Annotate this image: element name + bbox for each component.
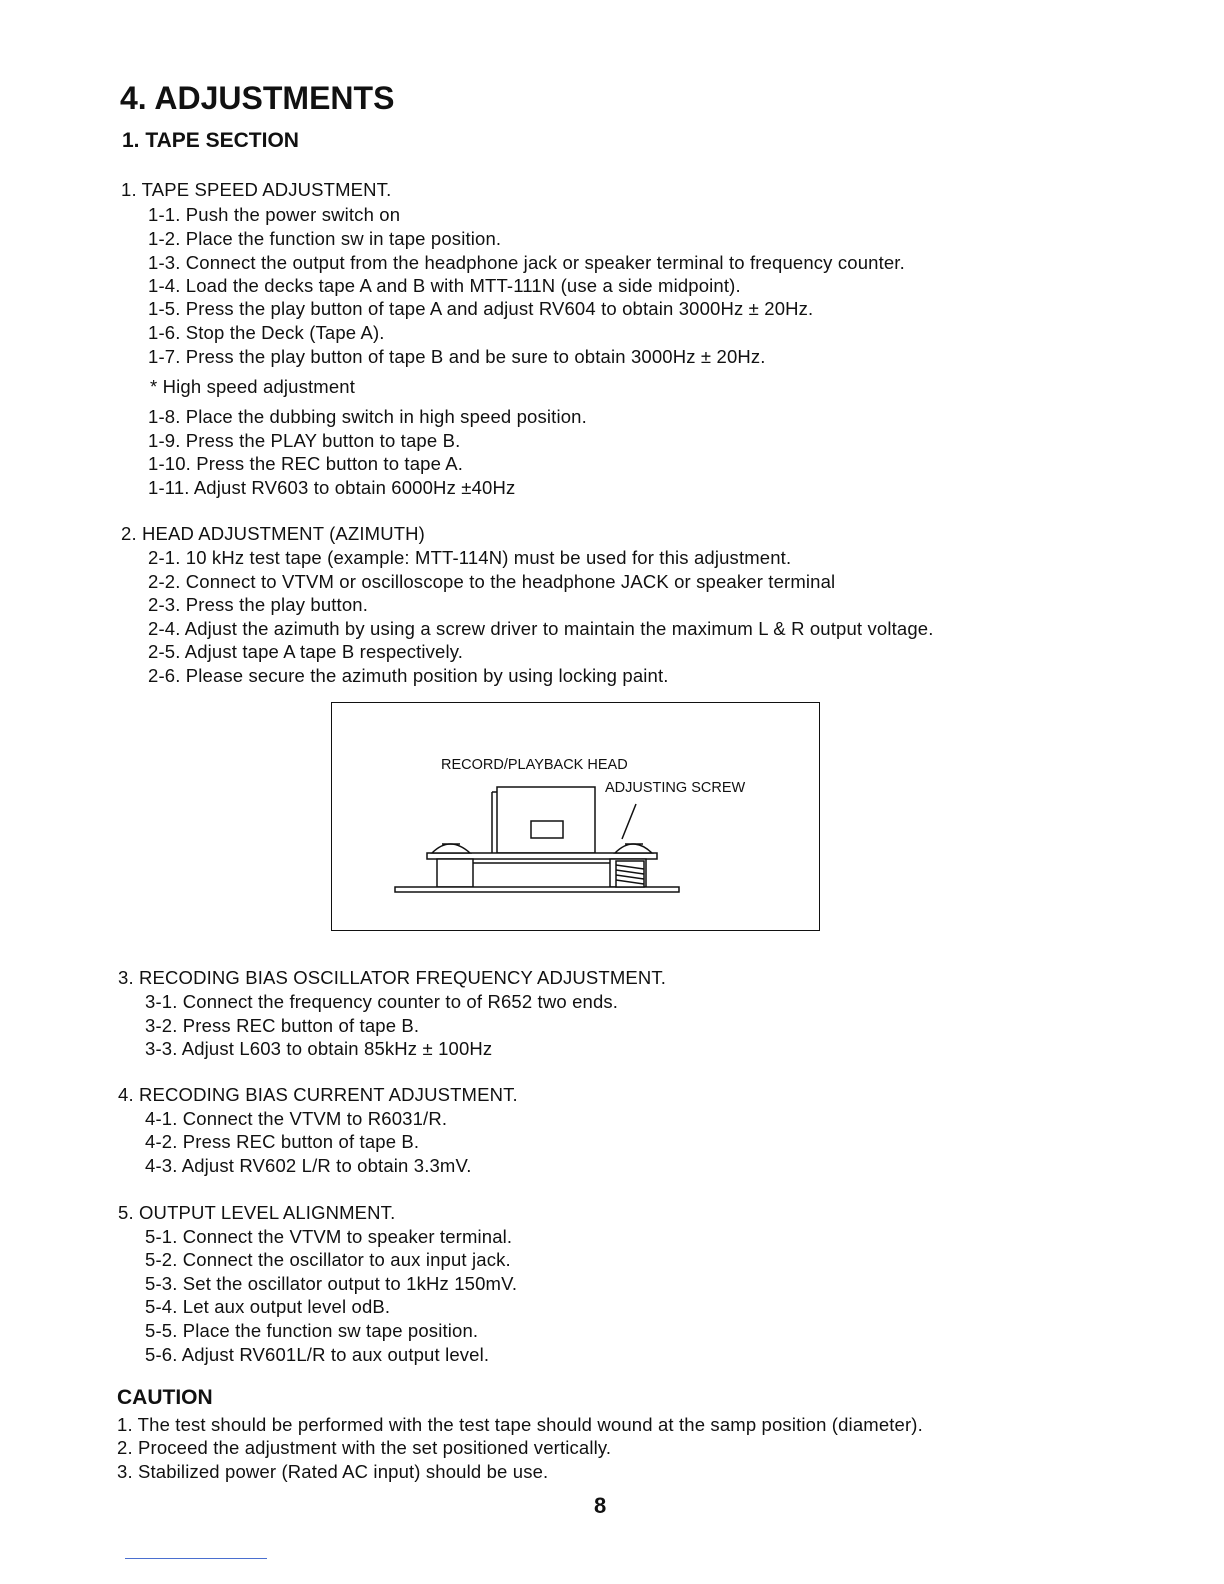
step-line: 1-3. Connect the output from the headphone jack or speaker terminal to frequency counter. <box>148 252 905 273</box>
step-line: 1-10. Press the REC button to tape A. <box>148 453 464 474</box>
step-line: 2-1. 10 kHz test tape (example: MTT-114N) must be used for this adjustment. <box>148 547 792 568</box>
step-line: 4-1. Connect the VTVM to R6031/R. <box>145 1108 448 1129</box>
step-line: 2-4. Adjust the azimuth by using a screw driver to maintain the maximum L & R output voltage. <box>148 618 934 639</box>
step-line: 1-4. Load the decks tape A and B with MTT-111N (use a side midpoint). <box>148 275 741 296</box>
head-assembly-drawing <box>332 703 819 930</box>
step-heading-3: 3. RECODING BIAS OSCILLATOR FREQUENCY ADJUSTMENT. <box>118 967 667 988</box>
step-line: 5-1. Connect the VTVM to speaker terminal. <box>145 1226 513 1247</box>
caution-item: 2. Proceed the adjustment with the set positioned vertically. <box>117 1437 612 1458</box>
step-heading-5: 5. OUTPUT LEVEL ALIGNMENT. <box>118 1202 396 1223</box>
caution-item: 1. The test should be performed with the test tape should wound at the samp position (diameter). <box>117 1414 923 1435</box>
step-line: 1-8. Place the dubbing switch in high speed position. <box>148 406 587 427</box>
step-line: 2-3. Press the play button. <box>148 594 369 615</box>
step-heading-1: 1. TAPE SPEED ADJUSTMENT. <box>121 179 392 200</box>
section-title: 1. TAPE SECTION <box>122 129 299 152</box>
step-line: 5-6. Adjust RV601L/R to aux output level. <box>145 1344 490 1365</box>
step-line: 5-3. Set the oscillator output to 1kHz 150mV. <box>145 1273 518 1294</box>
step-line: 1-7. Press the play button of tape B and be sure to obtain 3000Hz ± 20Hz. <box>148 346 766 367</box>
step-line: 4-2. Press REC button of tape B. <box>145 1131 420 1152</box>
step-line: 4-3. Adjust RV602 L/R to obtain 3.3mV. <box>145 1155 472 1176</box>
step-line: 2-6. Please secure the azimuth position by using locking paint. <box>148 665 669 686</box>
step-line: 3-2. Press REC button of tape B. <box>145 1015 420 1036</box>
caution-item: 3. Stabilized power (Rated AC input) should be use. <box>117 1461 549 1482</box>
step-line: 3-1. Connect the frequency counter to of R652 two ends. <box>145 991 619 1012</box>
step-line: 1-2. Place the function sw in tape position. <box>148 228 502 249</box>
step-line: 1-9. Press the PLAY button to tape B. <box>148 430 461 451</box>
step-line: 2-5. Adjust tape A tape B respectively. <box>148 641 464 662</box>
step-line: 1-5. Press the play button of tape A and adjust RV604 to obtain 3000Hz ± 20Hz. <box>148 298 814 319</box>
page-title: 4. ADJUSTMENTS <box>120 80 395 116</box>
step-line: 1-6. Stop the Deck (Tape A). <box>148 322 385 343</box>
sub-heading: * High speed adjustment <box>150 376 356 397</box>
caution-title: CAUTION <box>117 1386 213 1409</box>
step-line: 3-3. Adjust L603 to obtain 85kHz ± 100Hz <box>145 1038 493 1059</box>
step-line: 5-4. Let aux output level odB. <box>145 1296 391 1317</box>
head-adjustment-diagram <box>331 702 820 931</box>
page-number: 8 <box>594 1493 607 1518</box>
step-heading-2: 2. HEAD ADJUSTMENT (AZIMUTH) <box>121 523 425 544</box>
step-line: 2-2. Connect to VTVM or oscilloscope to the headphone JACK or speaker terminal <box>148 571 836 592</box>
step-line: 5-2. Connect the oscillator to aux input jack. <box>145 1249 511 1270</box>
step-line: 1-1. Push the power switch on <box>148 204 401 225</box>
step-heading-4: 4. RECODING BIAS CURRENT ADJUSTMENT. <box>118 1084 518 1105</box>
footer-rule <box>125 1558 267 1559</box>
step-line: 1-11. Adjust RV603 to obtain 6000Hz ±40Hz <box>148 477 516 498</box>
step-line: 5-5. Place the function sw tape position. <box>145 1320 479 1341</box>
head-label: RECORD/PLAYBACK HEAD <box>441 757 628 773</box>
screw-label: ADJUSTING SCREW <box>605 780 746 796</box>
